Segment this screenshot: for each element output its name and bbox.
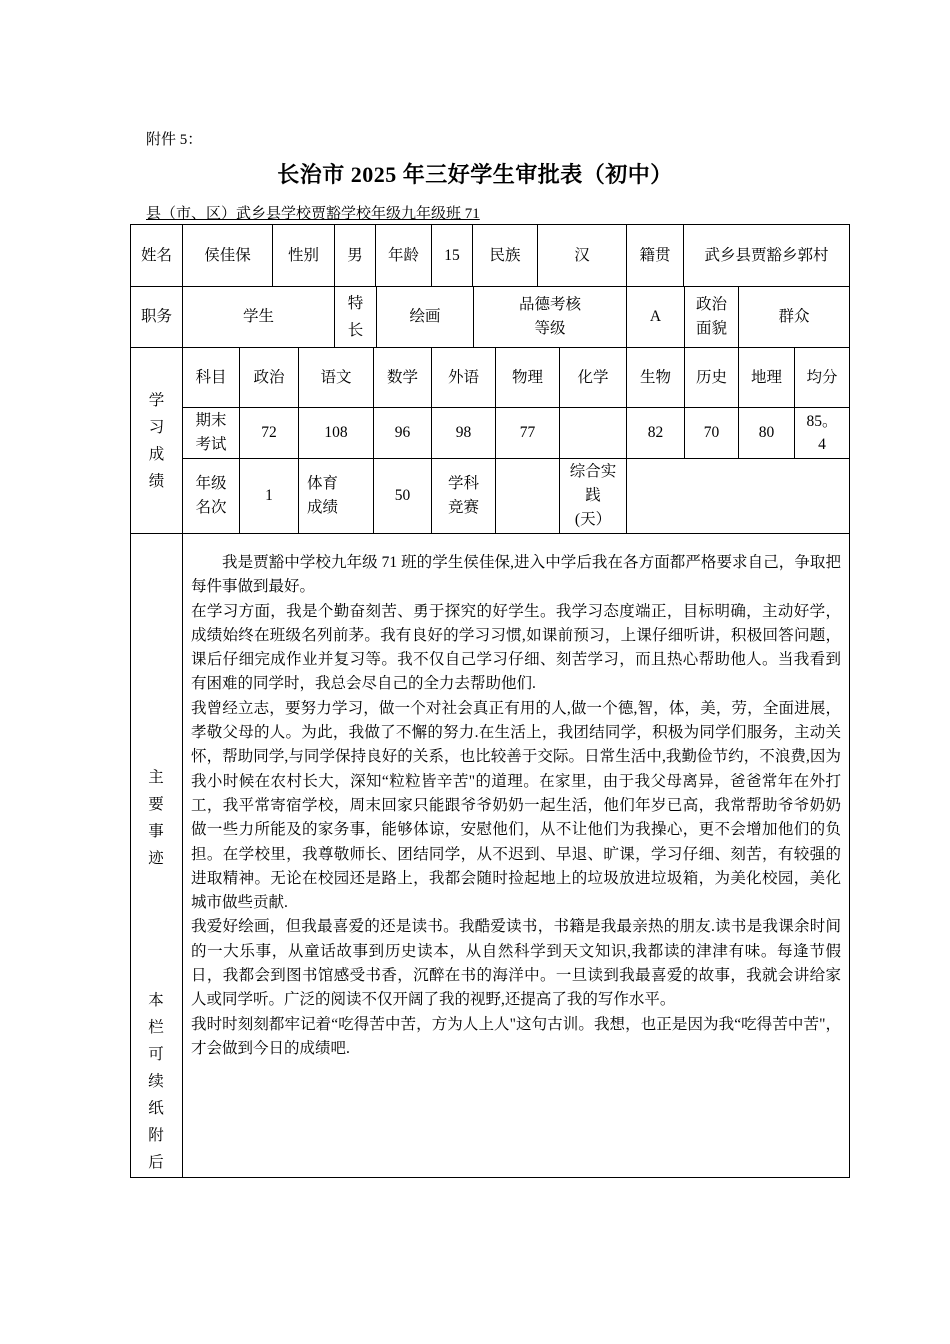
deeds-label [130,764,182,872]
specialty-label-line-2: 长 [347,322,364,339]
subject-history: 历史 [684,347,739,408]
grade-rank-label-line-1: 年级 [195,475,227,492]
political-status-value: 群众 [738,286,850,348]
subject-contest-value [495,458,560,534]
specialty-value: 绘画 [376,286,474,348]
continuation-note-char: 纸 [148,1100,164,1117]
final-exam-label-line-1: 期末 [195,412,227,429]
continuation-note-char: 附 [148,1127,164,1144]
score-math: 96 [373,407,432,459]
pe-score-label-line-2: 成绩 [307,499,339,516]
deeds-paragraph: 我爱好绘画，但我最喜爱的还是读书。我酷爱读书，书籍是我最亲热的朋友.读书是我课余时间的一大乐事，从童话故事到历史读本，从自然科学到天文知识,我都读的津津有味。每逢节假日，我都会到图书馆感受书香，沉醉在书的海洋中。一旦读到我最喜爱的故事，我就会讲给家人或同学听。广泛的阅读不仅开阔了我的视野,还提高了我的写作水平。 [191,918,841,1009]
score-politics: 72 [239,407,299,459]
name-label: 姓名 [130,224,183,287]
subject-contest-label [431,458,496,534]
deeds-label-char: 要 [148,796,164,813]
study-scores-char: 习 [148,418,165,436]
subject-foreign-language: 外语 [431,347,496,408]
practice-days-label-line-2: 践 [585,487,601,504]
continuation-note [130,987,182,1176]
specialty-label [334,286,377,348]
score-average [794,407,850,459]
ethnic-value: 汉 [537,224,627,287]
continuation-note-char: 可 [148,1046,164,1063]
practice-days-label-line-1: 综合实 [569,463,617,480]
gender-value: 男 [334,224,376,287]
political-status-label-line-2: 面貌 [695,320,727,337]
deeds-paragraph: 我是贾豁中学校九年级 71 班的学生侯佳保,进入中学后我在各方面都严格要求自己，争取把每件事做到最好。 [191,554,841,596]
continuation-note-char: 续 [148,1073,164,1090]
score-chinese: 108 [298,407,374,459]
subject-contest-label-line-2: 竞赛 [447,499,479,516]
practice-days-label-line-3: (天） [574,511,612,528]
grade-rank-value: 1 [239,458,299,534]
moral-grade-value: A [626,286,685,348]
moral-grade-label-line-1: 品德考核 [518,296,581,313]
native-place-value: 武乡县贾豁乡郭村 [683,224,850,287]
study-scores-char: 学 [148,391,165,409]
continuation-note-char: 后 [148,1154,164,1171]
pe-score-label [298,458,374,534]
subject-label: 科目 [182,347,240,408]
subject-geography: 地理 [738,347,795,408]
score-geography: 80 [738,407,795,459]
score-history: 70 [684,407,739,459]
political-status-label [684,286,739,348]
final-exam-label-line-2: 考试 [195,436,227,453]
study-scores-char: 绩 [148,472,165,490]
practice-days-value [626,458,850,534]
subject-politics: 政治 [239,347,299,408]
pe-score-label-line-1: 体育 [307,475,339,492]
subject-average: 均分 [794,347,850,408]
score-biology: 82 [626,407,685,459]
subject-contest-label-line-1: 学科 [447,475,479,492]
continuation-note-char: 本 [148,992,164,1009]
deeds-label-char: 事 [148,823,164,840]
continuation-note-char: 栏 [148,1019,164,1036]
moral-grade-label-line-2: 等级 [534,320,566,337]
score-average-line-2: 4 [818,436,826,453]
name-value: 侯佳保 [182,224,273,287]
specialty-label-line-1: 特 [347,295,364,312]
score-physics: 77 [495,407,560,459]
deeds-label-char: 主 [148,769,164,786]
deeds-paragraph: 在学习方面，我是个勤奋刻苦、勇于探究的好学生。我学习态度端正，目标明确，主动好学，成绩始终在班级名列前茅。我有良好的学习习惯,如课前预习，上课仔细听讲，积极回答问题，课后仔细完成作业并复习等。我不仅自己学习仔细、刻苦学习，而且热心帮助他人。当我看到有困难的同学时，我总会尽自己的全力去帮助他们. [191,602,841,693]
gender-label: 性别 [272,224,335,287]
study-scores-label [130,347,183,534]
score-average-line-1: 85。 [806,413,838,430]
ethnic-label: 民族 [472,224,538,287]
subject-math: 数学 [373,347,432,408]
final-exam-label [182,407,240,459]
school-class-line: 县（市、区）武乡县学校贾豁学校年级九年级班 71 [146,206,480,222]
age-label: 年龄 [375,224,432,287]
subject-chinese: 语文 [298,347,374,408]
subject-physics: 物理 [495,347,560,408]
attachment-label: 附件 5： [146,132,203,148]
native-place-label: 籍贯 [626,224,684,287]
subject-chemistry: 化学 [559,347,627,408]
deeds-label-char: 迹 [148,850,164,867]
subject-biology: 生物 [626,347,685,408]
moral-grade-label [473,286,627,348]
page-title: 长治市 2025 年三好学生审批表（初中） [277,162,673,187]
deeds-narrative [191,551,841,1061]
political-status-label-line-1: 政治 [695,296,727,313]
grade-rank-label [182,458,240,534]
score-foreign-language: 98 [431,407,496,459]
age-value: 15 [431,224,473,287]
score-chemistry [559,407,627,459]
grade-rank-label-line-2: 名次 [195,499,227,516]
practice-days-label [559,458,627,534]
pe-score-value: 50 [373,458,432,534]
study-scores-char: 成 [148,445,165,463]
deeds-paragraph: 我曾经立志，要努力学习，做一个对社会真正有用的人,做一个德,智，体，美，劳，全面进展，孝敬父母的人。为此，我做了不懈的努力.在生活上，我团结同学，积极为同学们服务，主动关怀，帮助同学,与同学保持良好的关系，也比较善于交际。日常生活中,我勤俭节约，不浪费,因为我小时候在农村长大，深知“粒粒皆辛苦"的道理。在家里，由于我父母离异，爸爸常年在外打工，我平常寄宿学校，周末回家只能跟爷爷奶奶一起生活，他们年岁已高，我常帮助爷爷奶奶做一些力所能及的家务事，能够体谅，安慰他们，从不让他们为我操心，更不会增加他们的负担。在学校里，我尊敬师长、团结同学，从不迟到、早退、旷课，学习仔细、刻苦，有较强的进取精神。无论在校园还是路上，我都会随时捡起地上的垃圾放进垃圾箱，为美化校园，美化城市做些贡献. [191,699,841,912]
position-value: 学生 [182,286,335,348]
position-label: 职务 [130,286,183,348]
deeds-paragraph: 我时时刻刻都牢记着“吃得苦中苦，方为人上人"这句古训。我想，也正是因为我“吃得苦中苦"，才会做到今日的成绩吧. [191,1015,841,1057]
